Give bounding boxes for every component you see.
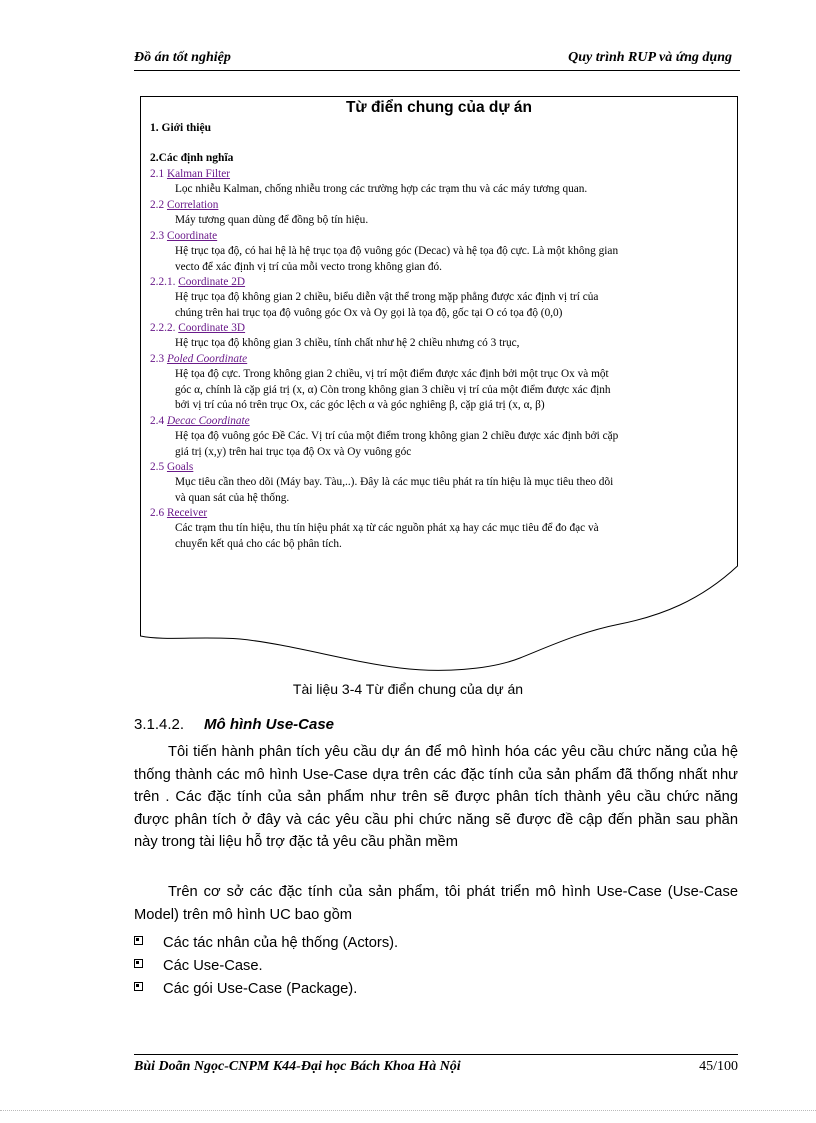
figure-caption: Tài liệu 3-4 Từ điển chung của dự án — [292, 681, 524, 697]
term-link[interactable]: Goals — [166, 461, 194, 473]
body-paragraph: Tôi tiến hành phân tích yêu cầu dự án để mô hình hóa các yêu cầu chức năng của hệ thống thành các mô hình Use-Case dựa trên các đặc tính của sản phẩm đã thống nhất như trên . Các đặc tính của sản phẩm như trên sẽ được phân tích thành yêu cầu chức năng được phân tích ở đây và các yêu cầu phi chức năng sẽ được đề cập đến phần sau phần này trong tài liệu hỗ trợ đặc tả yêu cầu phần mềm — [134, 744, 738, 850]
entry-description: Hệ trục tọa độ, có hai hệ là hệ trục tọa độ vuông góc (Decac) và hệ tọa độ cực. Là một không gian — [175, 245, 619, 257]
entry-description: Hệ trục tọa độ không gian 3 chiều, tính chất như hệ 2 chiều nhưng có 3 trục, — [175, 337, 520, 349]
entry-description: Hệ tọa độ vuông góc Đề Các. Vị trí của một điểm trong không gian 2 chiều được xác định bởi cặp — [175, 430, 619, 442]
term-link[interactable]: Coordinate — [166, 230, 218, 242]
term-link[interactable]: Coordinate 2D — [178, 276, 246, 288]
bullet-square-icon — [134, 982, 143, 991]
entry-number: 2.3 — [150, 230, 165, 242]
bullet-text: Các gói Use-Case (Package). — [163, 981, 358, 997]
page-number: 45/100 — [699, 1059, 738, 1074]
body-paragraph: Trên cơ sở các đặc tính của sản phẩm, tôi phát triển mô hình Use-Case (Use-Case Model) trên mô hình UC bao gồm — [134, 884, 738, 923]
section-intro: 1. Giới thiệu — [150, 122, 211, 134]
entry-description: vecto để xác định vị trí của mỗi vecto trong không gian đó. — [175, 260, 442, 273]
page-footer — [134, 1054, 738, 1074]
definition-entry — [150, 321, 725, 352]
entry-description: Hệ trục tọa độ không gian 2 chiều, biểu diễn vật thể trong mặp phẳng được xác định vị trí của — [175, 291, 599, 303]
entry-number: 2.6 — [150, 507, 165, 519]
page-edge-divider — [0, 1110, 816, 1111]
header-left: Đồ án tốt nghiệp — [134, 50, 231, 65]
bullet-text: Các Use-Case. — [163, 958, 263, 974]
bullet-square-icon — [134, 936, 143, 945]
definition-entry — [150, 506, 725, 552]
entry-number: 2.4 — [150, 415, 165, 427]
entry-description: Hệ tọa độ cực. Trong không gian 2 chiều, vị trí một điểm được xác định bởi một trục Ox và một — [175, 368, 609, 380]
entry-number: 2.2 — [150, 199, 165, 211]
entry-description: bởi vị trí của nó trên trục Ox, các góc lệch α và góc nghiêng β, cặp giá trị (x, α, β) — [175, 399, 545, 411]
term-link[interactable]: Receiver — [166, 507, 208, 519]
entry-description: Mục tiêu cần theo dõi (Máy bay. Tàu,..). Đây là các mục tiêu phát ra tín hiệu là mục tiêu theo dõi — [175, 476, 614, 488]
entry-number: 2.5 — [150, 461, 165, 473]
bullet-text: Các tác nhân của hệ thống (Actors). — [163, 935, 399, 951]
entry-number: 2.1 — [150, 168, 165, 180]
heading-text: Mô hình Use-Case — [204, 716, 335, 733]
entry-description: Các trạm thu tín hiệu, thu tín hiệu phát xạ từ các nguồn phát xạ hay các mục tiêu để đo đạc và — [175, 522, 599, 534]
entry-number: 2.2.1. — [150, 276, 176, 288]
entry-description: Máy tương quan dùng để đồng bộ tín hiệu. — [175, 214, 369, 226]
entry-number: 2.2.2. — [150, 322, 176, 334]
definition-entry — [150, 198, 725, 229]
term-link[interactable]: Kalman Filter — [166, 168, 231, 180]
entry-description: Lọc nhiễu Kalman, chống nhiễu trong các trường hợp các trạm thu và các máy tương quan. — [175, 183, 588, 195]
bullet-item — [134, 958, 263, 974]
document-title: Từ điển chung của dự án — [345, 99, 533, 116]
document-figure — [140, 96, 738, 676]
definition-entry — [150, 460, 725, 506]
term-link[interactable]: Coordinate 3D — [178, 322, 246, 334]
footer-author: Bùi Doãn Ngọc-CNPM K44-Đại học Bách Khoa Hà Nội — [134, 1059, 461, 1074]
page-header — [134, 50, 740, 71]
entry-description: góc α, chính là cặp giá trị (x, α) Còn trong không gian 3 chiều vị trí của một điểm được xác định — [175, 383, 611, 396]
term-link[interactable]: Poled Coordinate — [166, 353, 248, 365]
section-heading — [134, 716, 334, 733]
definition-entry — [150, 167, 725, 198]
entry-description: chúng trên hai trục tọa độ vuông góc Ox và Oy gọi là tọa độ, gốc tại O có tọa độ (0,0) — [175, 306, 563, 319]
bullet-item — [134, 981, 357, 997]
section-definitions: 2.Các định nghĩa — [150, 152, 234, 164]
term-link[interactable]: Decac Coordinate — [166, 415, 250, 427]
entry-description: và quan sát của hệ thống. — [175, 491, 290, 504]
bullet-square-icon — [134, 959, 143, 968]
definition-entry — [150, 352, 725, 414]
term-link[interactable]: Correlation — [166, 199, 219, 211]
definition-entry — [150, 275, 725, 321]
entry-number: 2.3 — [150, 353, 165, 365]
header-right: Quy trình RUP và ứng dụng — [568, 50, 732, 65]
bullet-item — [134, 935, 398, 951]
entry-description: chuyển kết quả cho các bộ phân tích. — [175, 537, 342, 550]
definition-entry — [150, 229, 725, 275]
heading-number: 3.1.4.2. — [134, 716, 185, 733]
definition-entry — [150, 414, 725, 460]
entry-description: giá trị (x,y) trên hai trục tọa độ Ox và Oy vuông góc — [175, 445, 412, 458]
